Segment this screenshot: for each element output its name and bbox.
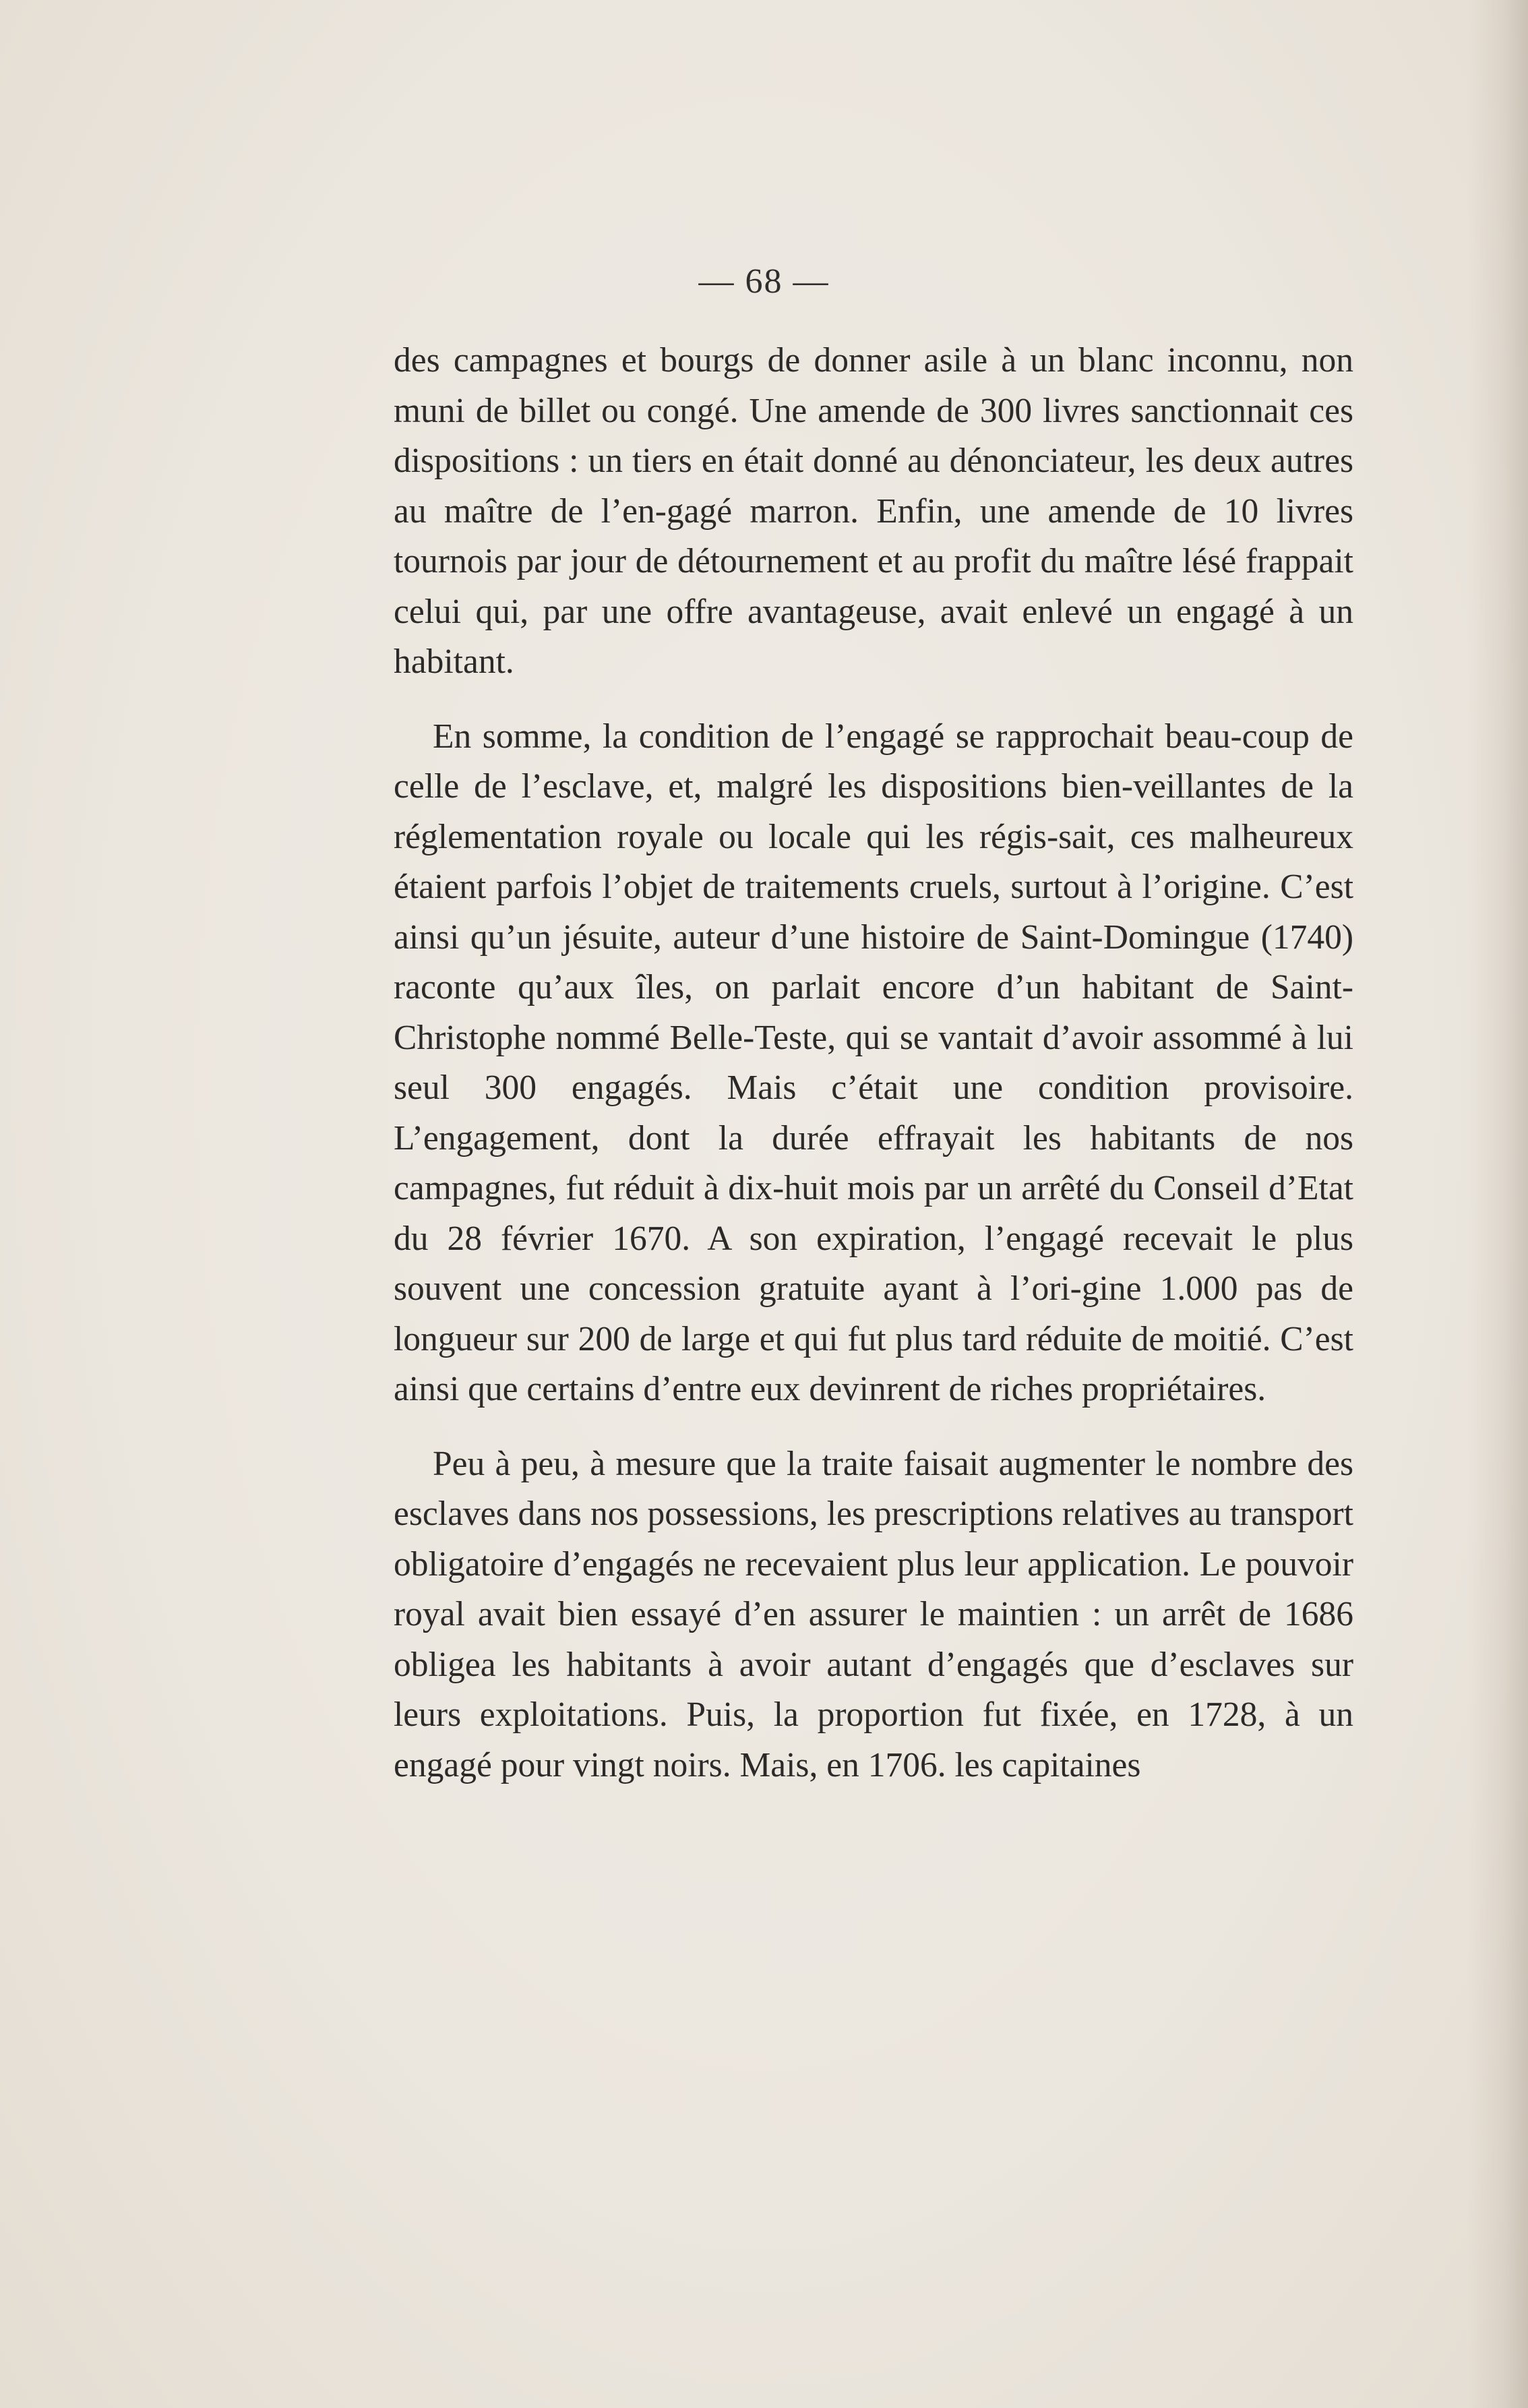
page-edge-shadow bbox=[1467, 0, 1528, 2408]
paragraph-1: des campagnes et bourgs de donner asile à un blanc inconnu, non muni de billet ou congé. Une amende de 300 livres sanctionnait ces dispositions : un tiers en était donné au dénonciateur, les deux autres au maître de l’en-gagé marron. Enfin, une amende de 10 livres tournois par jour de détournement et au profit du maître lésé frappait celui qui, par une offre avantageuse, avait enlevé un engagé à un habitant. bbox=[394, 341, 1353, 681]
paragraph-2: En somme, la condition de l’engagé se rapprochait beau-coup de celle de l’esclave, et, malgré les dispositions bien-veillantes de la réglementation royale ou locale qui les régis-sait, ces malheureux étaient parfois l’objet de traitements cruels, surtout à l’origine. C’est ainsi qu’un jésuite, auteur d’une histoire de Saint-Domingue (1740) raconte qu’aux îles, on parlait encore d’un habitant de Saint-Christophe nommé Belle-Teste, qui se vantait d’avoir assommé à lui seul 300 engagés. Mais c’était une condition provisoire. L’engagement, dont la durée effrayait les habitants de nos campagnes, fut réduit à dix-huit mois par un arrêté du Conseil d’Etat du 28 février 1670. A son expiration, l’engagé recevait le plus souvent une concession gratuite ayant à l’ori-gine 1.000 pas de longueur sur 200 de large et qui fut plus tard réduite de moitié. C’est ainsi que certains d’entre eux devinrent de riches propriétaires. bbox=[394, 717, 1353, 1408]
body-text bbox=[394, 336, 1353, 1815]
page-number: — 68 — bbox=[698, 262, 830, 301]
paragraph-3: Peu à peu, à mesure que la traite faisait augmenter le nombre des esclaves dans nos possessions, les prescriptions relatives au transport obligatoire d’engagés ne recevaient plus leur application. Le pouvoir royal avait bien essayé d’en assurer le maintien : un arrêt de 1686 obligea les habitants à avoir autant d’engagés que d’esclaves sur leurs exploitations. Puis, la proportion fut fixée, en 1728, à un engagé pour vingt noirs. Mais, en 1706. les capitaines bbox=[394, 1444, 1353, 1784]
